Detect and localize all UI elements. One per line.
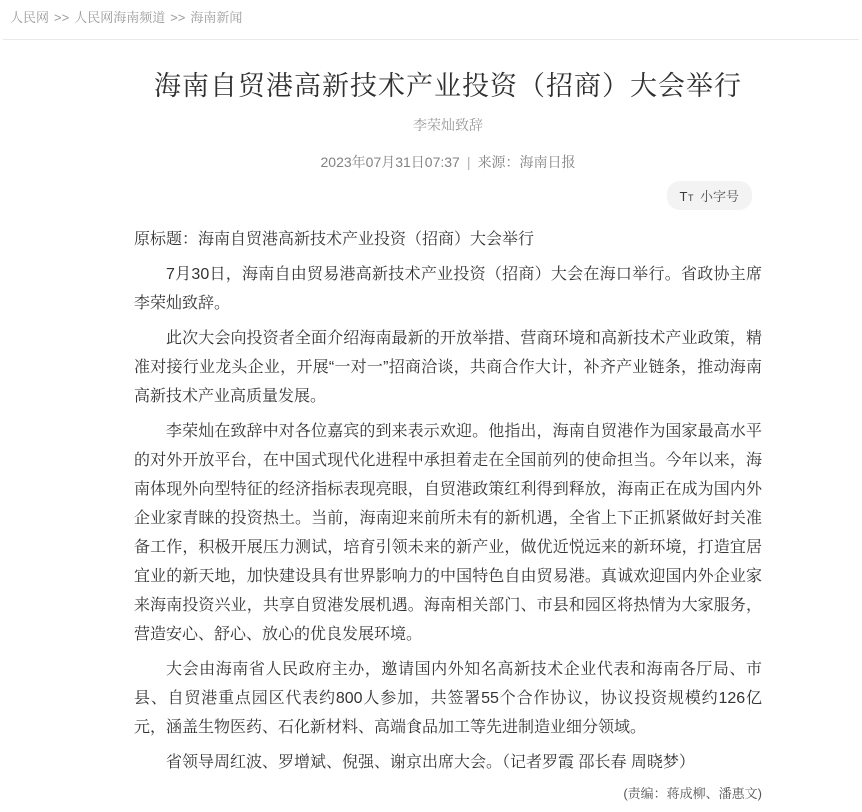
article-meta [134, 152, 762, 172]
breadcrumb-link-hainan-channel[interactable]: 人民网海南频道 [74, 10, 166, 25]
original-title-line: 原标题：海南自贸港高新技术产业投资（招商）大会举行 [134, 231, 535, 248]
article-paragraph: 7月30日，海南自由贸易港高新技术产业投资（招商）大会在海口举行。省政协主席李荣灿致辞。 [134, 266, 762, 312]
article-paragraph: 大会由海南省人民政府主办，邀请国内外知名高新技术企业代表和海南各厅局、市县、自贸港重点园区代表约800人参加，共签署55个合作协议，协议投资规模约126亿元，涵盖生物医药、石化新材料、高端食品加工等先进制造业细分领域。 [134, 661, 762, 736]
article-toolbar [134, 181, 762, 210]
source-label: 来源： [477, 154, 520, 170]
article-subtitle: 李荣灿致辞 [413, 117, 483, 133]
article-paragraph: 省领导周红波、罗增斌、倪强、谢京出席大会。（记者罗霞 邵长春 周晓梦） [166, 754, 695, 771]
editors-note: (责编：蒋成柳、潘惠文) [623, 786, 762, 801]
font-size-button[interactable] [667, 181, 752, 210]
article-paragraph: 李荣灿在致辞中对各位嘉宾的到来表示欢迎。他指出，海南自贸港作为国家最高水平的对外开放平台，在中国式现代化进程中承担着走在全国前列的使命担当。今年以来，海南体现外向型特征的经济指标表现亮眼，自贸港政策红利得到释放，海南正在成为国内外企业家青睐的投资热土。当前，海南迎来前所未有的新机遇，全省上下正抓紧做好封关准备工作，积极开展压力测试，培育引领未来的新产业，做优近悦远来的新环境，打造宜居宜业的新天地，加快建设具有世界影响力的中国特色自由贸易港。真诚欢迎国内外企业家来海南投资兴业，共享自贸港发展机遇。海南相关部门、市县和园区将热情为大家服务，营造安心、舒心、放心的优良发展环境。 [134, 423, 762, 643]
font-icon-large-t: T [679, 189, 688, 204]
article-paragraph: 此次大会向投资者全面介绍海南最新的开放举措、营商环境和高新技术产业政策，精准对接行业龙头企业，开展“一对一”招商洽谈，共商合作大计，补齐产业链条，推动海南高新技术产业高质量发展。 [134, 330, 762, 405]
header-divider [3, 39, 859, 40]
breadcrumb-link-people-net[interactable]: 人民网 [10, 10, 50, 25]
breadcrumb-separator: >> [170, 10, 186, 25]
meta-separator: | [466, 154, 471, 170]
article-title: 海南自贸港高新技术产业投资（招商）大会举行 [154, 71, 742, 101]
font-size-label: 小字号 [699, 189, 739, 204]
font-resize-icon [680, 189, 694, 204]
breadcrumb [0, 0, 862, 26]
breadcrumb-separator: >> [54, 10, 70, 25]
article-body [134, 225, 762, 777]
publish-date: 2023年07月31日07:37 [320, 154, 460, 170]
font-icon-small-t: T [687, 193, 694, 203]
source-name: 海南日报 [519, 154, 576, 170]
breadcrumb-link-hainan-news[interactable]: 海南新闻 [190, 10, 243, 25]
article [134, 68, 762, 812]
